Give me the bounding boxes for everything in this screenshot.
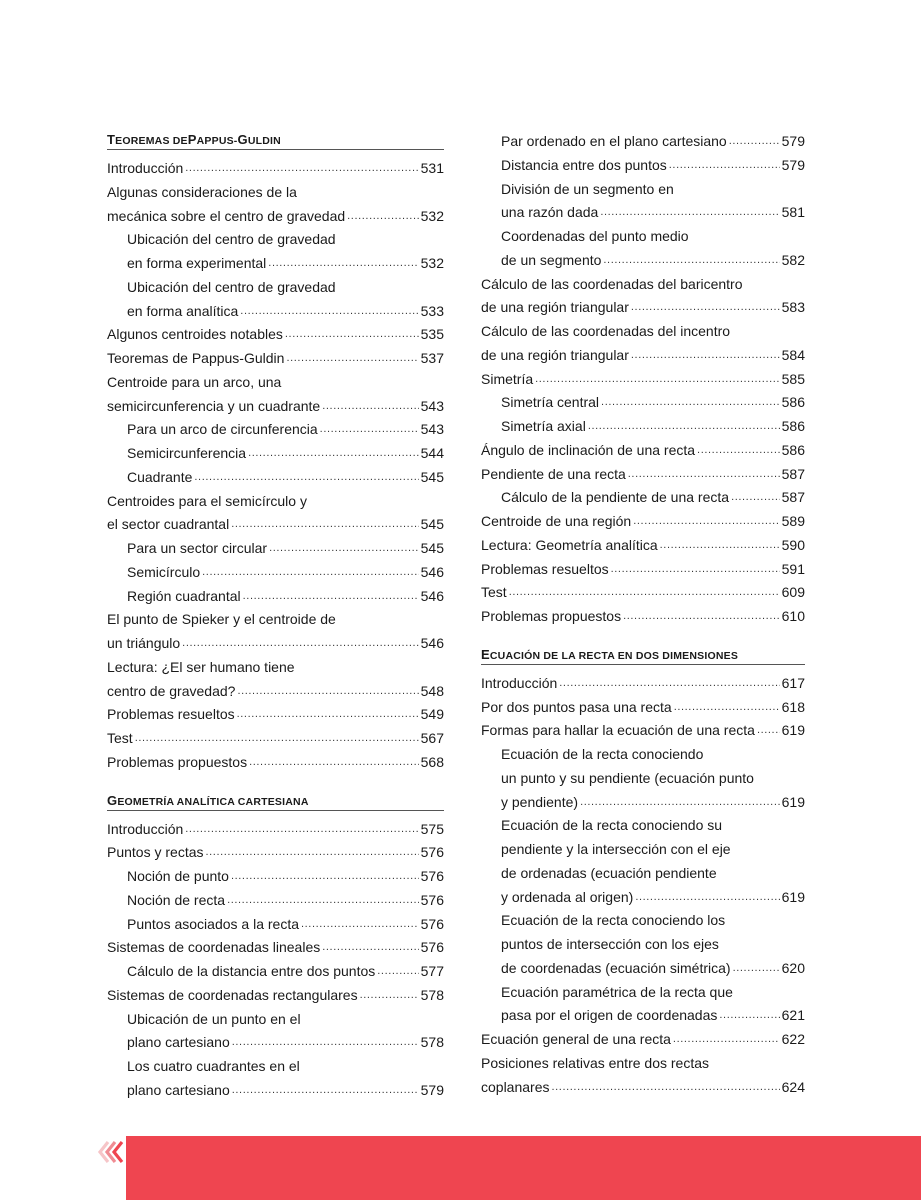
toc-entry-title: en forma analítica: [127, 302, 239, 319]
toc-entry-page: 532: [420, 207, 444, 224]
toc-entry: [481, 368, 805, 392]
toc-entry-page: 622: [781, 1031, 805, 1047]
toc-entry-page: 545: [420, 540, 444, 556]
toc-entry-page: 548: [420, 682, 444, 699]
toc-entry: [481, 486, 805, 510]
toc-entry-page: 584: [781, 346, 805, 363]
toc-entry: [107, 347, 444, 371]
dot-leader: [232, 1079, 419, 1103]
toc-entry-page: 579: [781, 133, 805, 149]
toc-entry-list: [107, 157, 444, 775]
toc-entry-list: [107, 818, 444, 1103]
toc-entry: [481, 1028, 805, 1052]
toc-entry-page: 579: [781, 156, 805, 173]
toc-entry-title: de un segmento: [501, 251, 602, 268]
dot-leader: [509, 581, 780, 605]
toc-entry-title: el sector cuadrantal: [107, 516, 230, 533]
dot-leader: [729, 130, 780, 154]
toc-entry: [107, 537, 444, 561]
toc-entry-page: 531: [420, 160, 444, 176]
dot-leader: [248, 442, 419, 466]
toc-entry-title: y ordenada al origen): [501, 888, 634, 905]
toc-entry-title: Problemas resueltos: [107, 706, 235, 723]
toc-entry-page: 587: [781, 489, 805, 506]
toc-entry-page: 583: [781, 299, 805, 316]
dot-leader: [601, 391, 780, 415]
dot-leader: [631, 344, 780, 368]
toc-entry: [107, 585, 444, 609]
dot-leader: [535, 368, 780, 392]
toc-entry-title: Par ordenado en el plano cartesiano: [501, 133, 727, 149]
toc-entry-title: coplanares: [481, 1078, 550, 1095]
dot-leader: [697, 439, 780, 463]
toc-entry-page: 543: [420, 421, 444, 438]
toc-entry-page: 589: [781, 513, 805, 529]
toc-entry-page: 576: [420, 915, 444, 932]
toc-entry-title: Posiciones relativas entre dos rectas: [481, 1054, 709, 1071]
toc-entry: [481, 838, 805, 862]
dot-leader: [552, 1076, 780, 1100]
toc-entry-page: 546: [420, 563, 444, 580]
toc-entry-title: una razón dada: [501, 204, 599, 221]
toc-entry: [107, 841, 444, 865]
toc-column-right: [481, 130, 805, 1099]
toc-entry-title: Ubicación del centro de gravedad: [127, 231, 336, 248]
toc-entry-title: semicircunferencia y un cuadrante: [107, 397, 321, 414]
toc-entry: [107, 1079, 444, 1103]
dot-leader: [757, 719, 780, 743]
toc-entry: [481, 344, 805, 368]
toc-entry-title: Para un sector circular: [127, 540, 268, 556]
heading-letter: E: [481, 646, 490, 662]
toc-entry-title: Simetría axial: [501, 418, 586, 434]
toc-entry-title: centro de gravedad?: [107, 682, 236, 699]
toc-entry: [107, 608, 444, 632]
toc-entry-title: plano cartesiano: [127, 1034, 230, 1051]
toc-entry-title: Sistemas de coordenadas rectangulares: [107, 986, 358, 1003]
toc-entry-page: 586: [781, 418, 805, 434]
dot-leader: [231, 865, 419, 889]
toc-entry: [107, 913, 444, 937]
toc-entry-title: Introducción: [107, 820, 184, 837]
toc-entry: [481, 296, 805, 320]
toc-entry: [107, 1055, 444, 1079]
heading-letter: P: [187, 132, 197, 147]
toc-entry-title: de ordenadas (ecuación pendiente: [501, 864, 717, 881]
toc-entry-title: Por dos puntos pasa una recta: [481, 698, 672, 715]
dot-leader: [194, 466, 418, 490]
toc-entry: [107, 561, 444, 585]
heading-letter: T: [107, 132, 116, 147]
dot-leader: [580, 791, 780, 815]
toc-entry: [107, 252, 444, 276]
toc-entry: [107, 703, 444, 727]
dot-leader: [322, 936, 418, 960]
dot-leader: [673, 1028, 780, 1052]
toc-entry-title: Cálculo de las coordenadas del incentro: [481, 323, 731, 339]
toc-entry-title: en forma experimental: [127, 255, 267, 271]
toc-entry: [481, 178, 805, 202]
toc-entry: [481, 933, 805, 957]
toc-entry-page: 545: [420, 516, 444, 533]
toc-entry: [107, 1008, 444, 1032]
dot-leader: [733, 957, 780, 981]
toc-entry-title: Test: [107, 730, 133, 746]
section-heading-geometria: [107, 791, 444, 811]
toc-entry-title: Pendiente de una recta: [481, 465, 626, 482]
chevron-arrows-icon: [94, 1138, 128, 1166]
dot-leader: [237, 703, 419, 727]
toc-entry: [107, 936, 444, 960]
toc-entry: [107, 228, 444, 252]
toc-entry-page: 576: [420, 891, 444, 908]
toc-entry-title: Ecuación de la recta conociendo los: [501, 912, 726, 929]
toc-entry-page: 575: [420, 820, 444, 837]
toc-entry: [107, 656, 444, 680]
toc-entry-page: 549: [420, 706, 444, 723]
footer-band: [126, 1136, 921, 1200]
dot-leader: [227, 889, 419, 913]
toc-entry: [481, 415, 805, 439]
toc-entry-title: un triángulo: [107, 635, 181, 651]
toc-entry-title: Algunos centroides notables: [107, 326, 283, 343]
toc-entry: [107, 205, 444, 229]
toc-entry-title: Semicircunferencia: [127, 445, 247, 461]
toc-entry-title: de una región triangular: [481, 346, 629, 363]
toc-entry: [481, 225, 805, 249]
toc-entry-title: Puntos asociados a la recta: [127, 915, 299, 932]
dot-leader: [588, 415, 780, 439]
toc-entry-page: 619: [781, 793, 805, 810]
toc-entry: [481, 130, 805, 154]
toc-entry-title: Cuadrante: [127, 468, 193, 485]
dot-leader: [320, 418, 419, 442]
toc-entry-title: mecánica sobre el centro de gravedad: [107, 207, 346, 224]
toc-entry-page: 586: [781, 394, 805, 411]
toc-entry-title: Lectura: ¿El ser humano tiene: [107, 658, 295, 675]
dot-leader: [635, 886, 779, 910]
toc-entry-title: puntos de intersección con los ejes: [501, 936, 719, 952]
dot-leader: [182, 632, 418, 656]
toc-entry-title: Ecuación general de una recta: [481, 1031, 671, 1047]
toc-entry: [107, 680, 444, 704]
dot-leader: [243, 585, 419, 609]
dot-leader: [631, 296, 780, 320]
toc-entry-page: 581: [781, 204, 805, 221]
section-heading-pappus: [107, 130, 444, 150]
section-heading-ecuacion: [481, 645, 805, 665]
dot-leader: [660, 534, 780, 558]
toc-entry: [481, 581, 805, 605]
toc-entry: [481, 862, 805, 886]
dot-leader: [286, 347, 418, 371]
toc-entry-title: Puntos y rectas: [107, 844, 204, 861]
toc-entry-page: 533: [420, 302, 444, 319]
toc-entry-title: Cálculo de la distancia entre dos puntos: [127, 963, 376, 979]
toc-column-left: [107, 130, 444, 1103]
toc-entry: [481, 439, 805, 463]
toc-entry: [107, 727, 444, 751]
toc-entry-page: 624: [781, 1078, 805, 1095]
toc-entry-list: [481, 672, 805, 1100]
toc-entry-title: Centroide de una región: [481, 513, 632, 529]
toc-entry: [481, 201, 805, 225]
heading-text: EOMETRÍA ANALÍTICA CARTESIANA: [117, 795, 309, 808]
toc-entry: [481, 909, 805, 933]
toc-entry-page: 535: [420, 326, 444, 343]
toc-entry: [107, 300, 444, 324]
toc-entry-title: Lectura: Geometría analítica: [481, 536, 658, 553]
toc-entry: [481, 672, 805, 696]
toc-entry-title: Introducción: [107, 160, 184, 176]
toc-entry-title: Coordenadas del punto medio: [501, 228, 689, 244]
toc-entry-page: 532: [420, 255, 444, 271]
toc-entry: [481, 1052, 805, 1076]
toc-entry: [107, 889, 444, 913]
toc-entry: [481, 391, 805, 415]
toc-entry-page: 585: [781, 370, 805, 387]
toc-entry: [481, 249, 805, 273]
toc-entry: [107, 418, 444, 442]
toc-entry-title: Algunas consideraciones de la: [107, 183, 297, 200]
toc-entry-title: El punto de Spieker y el centroide de: [107, 611, 336, 628]
toc-entry: [481, 320, 805, 344]
toc-entry: [107, 276, 444, 300]
toc-entry: [107, 323, 444, 347]
toc-entry: [107, 865, 444, 889]
dot-leader: [202, 561, 419, 585]
toc-entry-page: 590: [781, 536, 805, 553]
dot-leader: [347, 205, 418, 229]
toc-entry: [481, 814, 805, 838]
toc-entry: [481, 886, 805, 910]
toc-entry-title: Teoremas de Pappus-Guldin: [107, 350, 285, 366]
toc-entry-title: Ángulo de inclinación de una recta: [481, 441, 696, 458]
heading-letter: G: [237, 132, 248, 147]
toc-entry: [107, 371, 444, 395]
toc-entry-title: Introducción: [481, 674, 558, 691]
toc-entry-page: 578: [420, 1034, 444, 1051]
toc-entry-title: pendiente y la intersección con el eje: [501, 841, 731, 857]
dot-leader: [633, 510, 779, 534]
dot-leader: [285, 323, 419, 347]
toc-entry: [481, 696, 805, 720]
toc-entry-page: 576: [420, 868, 444, 884]
heading-letter: G: [107, 792, 118, 808]
toc-entry-title: Sistemas de coordenadas lineales: [107, 939, 321, 956]
toc-entry-title: Semicírculo: [127, 563, 201, 580]
toc-entry-title: División de un segmento en: [501, 180, 674, 197]
toc-entry: [107, 490, 444, 514]
toc-entry-page: 587: [781, 465, 805, 482]
toc-entry: [481, 605, 805, 629]
toc-entry: [481, 719, 805, 743]
toc-entry-page: 617: [781, 674, 805, 691]
toc-entry-title: Los cuatro cuadrantes en el: [127, 1058, 300, 1074]
toc-entry-title: de coordenadas (ecuación simétrica): [501, 959, 731, 976]
toc-entry: [107, 466, 444, 490]
toc-entry: [107, 157, 444, 181]
dot-leader: [231, 513, 418, 537]
dot-leader: [623, 605, 780, 629]
heading-text: CUACIÓN DE LA RECTA EN DOS DIMENSIONES: [489, 649, 739, 662]
toc-entry: [481, 558, 805, 582]
toc-entry-page: 609: [781, 584, 805, 601]
toc-entry-page: 618: [781, 698, 805, 715]
toc-entry-title: Ubicación del centro de gravedad: [127, 278, 336, 295]
toc-entry-title: Ubicación de un punto en el: [127, 1010, 301, 1027]
toc-entry-title: Simetría central: [501, 394, 600, 411]
dot-leader: [669, 154, 780, 178]
toc-entry-title: Simetría: [481, 370, 534, 387]
toc-entry-title: pasa por el origen de coordenadas: [501, 1007, 718, 1024]
toc-entry-title: Cálculo de las coordenadas del baricentro: [481, 275, 743, 292]
toc-entry: [481, 463, 805, 487]
dot-leader: [269, 537, 419, 561]
toc-entry-title: Problemas propuestos: [481, 608, 622, 624]
toc-entry-page: 576: [420, 939, 444, 956]
toc-entry: [107, 751, 444, 775]
dot-leader: [206, 841, 419, 865]
dot-leader: [719, 1004, 779, 1028]
toc-entry-page: 543: [420, 397, 444, 414]
toc-entry: [481, 154, 805, 178]
dot-leader: [322, 395, 418, 419]
toc-entry-page: 579: [420, 1081, 444, 1098]
dot-leader: [628, 463, 780, 487]
dot-leader: [377, 960, 418, 984]
toc-entry-page: 576: [420, 844, 444, 861]
toc-entry-page: 544: [420, 445, 444, 461]
toc-entry-title: Centroide para un arco, una: [107, 373, 282, 390]
toc-entry-title: Para un arco de circunferencia: [127, 421, 318, 438]
dot-leader: [600, 201, 779, 225]
toc-entry: [107, 632, 444, 656]
dot-leader: [185, 157, 418, 181]
toc-entry-title: Distancia entre dos puntos: [501, 156, 667, 173]
toc-entry: [481, 1076, 805, 1100]
toc-entry: [481, 981, 805, 1005]
toc-entry-page: 567: [420, 730, 444, 746]
toc-entry-title: Ecuación de la recta conociendo: [501, 746, 704, 762]
toc-entry: [481, 534, 805, 558]
toc-entry-page: 545: [420, 468, 444, 485]
toc-entry-title: Problemas propuestos: [107, 753, 248, 770]
toc-entry-page: 591: [781, 560, 805, 577]
toc-entry-title: Formas para hallar la ecuación de una recta: [481, 722, 755, 739]
toc-entry-title: Test: [481, 584, 507, 601]
toc-entry: [107, 395, 444, 419]
toc-entry-title: de una región triangular: [481, 299, 629, 316]
toc-entry-title: Centroides para el semicírculo y: [107, 492, 307, 509]
toc-entry-page: 546: [420, 635, 444, 651]
dot-leader: [603, 249, 779, 273]
toc-entry-title: Ecuación de la recta conociendo su: [501, 817, 723, 834]
toc-entry: [481, 791, 805, 815]
dot-leader: [559, 672, 779, 696]
dot-leader: [232, 1031, 419, 1055]
toc-entry-title: Cálculo de la pendiente de una recta: [501, 489, 730, 506]
dot-leader: [249, 751, 419, 775]
toc-entry-title: Ecuación paramétrica de la recta que: [501, 983, 733, 1000]
toc-entry-page: 582: [781, 251, 805, 268]
toc-entry: [107, 513, 444, 537]
dot-leader: [135, 727, 419, 751]
heading-text: ULDIN: [247, 135, 281, 147]
toc-entry: [107, 181, 444, 205]
toc-entry-title: Noción de recta: [127, 891, 226, 908]
toc-entry-title: plano cartesiano: [127, 1081, 230, 1098]
dot-leader: [237, 680, 418, 704]
toc-entry-title: y pendiente): [501, 793, 579, 810]
toc-entry-page: 620: [781, 959, 805, 976]
toc-entry-page: 578: [420, 986, 444, 1003]
toc-entry-page: 586: [781, 441, 805, 458]
toc-entry-page: 621: [781, 1007, 805, 1024]
toc-entry-title: un punto y su pendiente (ecuación punto: [501, 769, 754, 786]
dot-leader: [240, 300, 418, 324]
toc-entry: [481, 767, 805, 791]
toc-entry: [107, 960, 444, 984]
toc-entry-page: 546: [420, 587, 444, 604]
toc-entry-title: Región cuadrantal: [127, 587, 241, 604]
toc-entry-page: 537: [420, 350, 444, 366]
toc-entry-page: 619: [781, 888, 805, 905]
dot-leader: [731, 486, 780, 510]
toc-entry: [481, 957, 805, 981]
toc-entry: [107, 442, 444, 466]
toc-entry-title: Noción de punto: [127, 868, 229, 884]
toc-entry: [481, 510, 805, 534]
dot-leader: [360, 984, 419, 1008]
toc-entry-page: 619: [781, 722, 805, 739]
toc-entry: [107, 1031, 444, 1055]
toc-entry: [481, 273, 805, 297]
dot-leader: [674, 696, 780, 720]
toc-entry-page: 568: [420, 753, 444, 770]
dot-leader: [268, 252, 418, 276]
dot-leader: [185, 818, 418, 842]
heading-text: APPUS-: [196, 135, 238, 147]
toc-entry: [107, 984, 444, 1008]
toc-entry: [107, 818, 444, 842]
toc-entry-title: Problemas resueltos: [481, 560, 609, 577]
heading-text: EOREMAS DE: [115, 135, 188, 147]
dot-leader: [611, 558, 780, 582]
toc-entry-page: 610: [781, 608, 805, 624]
toc-entry: [481, 743, 805, 767]
toc-entry: [481, 1004, 805, 1028]
dot-leader: [301, 913, 419, 937]
toc-entry-list: [481, 130, 805, 629]
toc-entry-page: 577: [420, 963, 444, 979]
